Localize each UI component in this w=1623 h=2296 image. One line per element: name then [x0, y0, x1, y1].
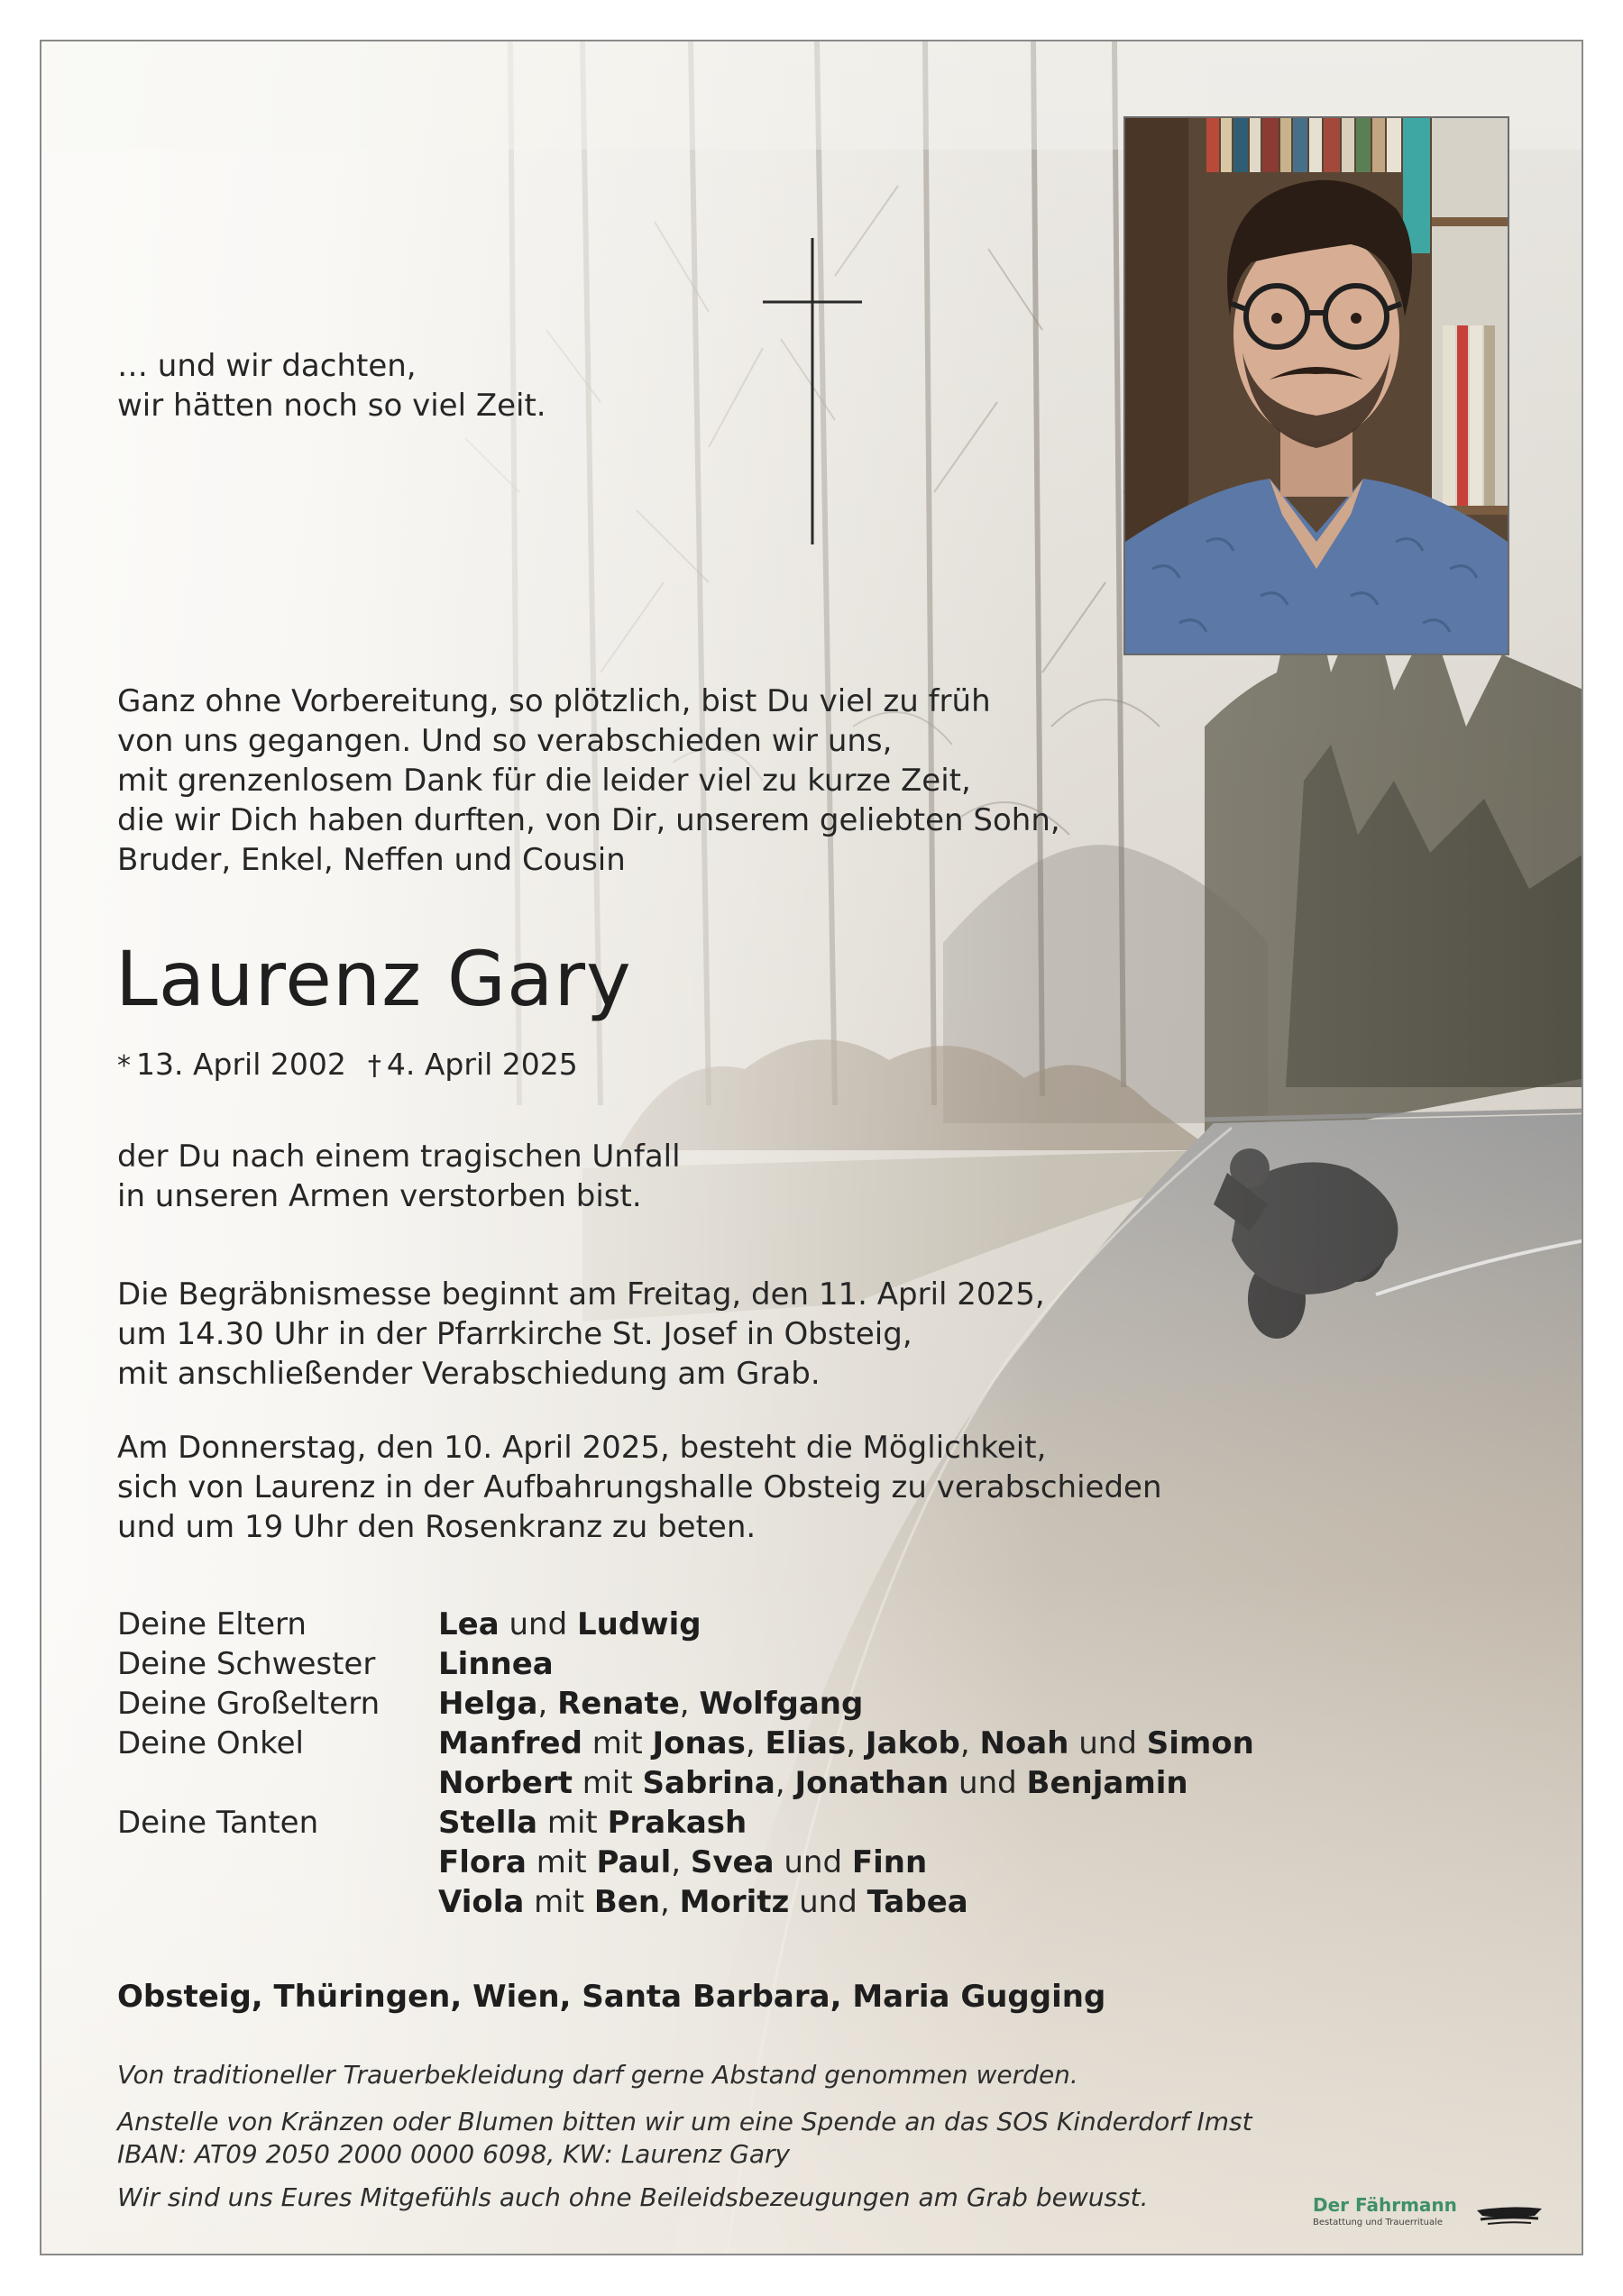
funeral-home-logo	[1313, 2194, 1457, 2227]
mourner-row	[117, 1803, 1254, 1843]
mourners-list	[117, 1605, 1254, 1922]
mourner-role: Deine Großeltern	[117, 1686, 381, 1722]
mourner-connector: und	[789, 1884, 867, 1920]
mourner-connector: ,	[846, 1725, 866, 1761]
mourner-connector: ,	[745, 1725, 766, 1761]
wake-line-2: sich von Laurenz in der Aufbahrungshalle Obsteig zu verabschieden	[117, 1469, 1162, 1505]
mourner-connector: mit	[526, 1844, 597, 1880]
intro-line-1: Ganz ohne Vorbereitung, so plötzlich, bist Du viel zu früh	[117, 683, 991, 719]
mourner-role	[117, 1882, 438, 1922]
mourner-role: Deine Onkel	[117, 1725, 304, 1761]
logo-name: Der Fährmann	[1313, 2194, 1457, 2216]
intro-line-4: die wir Dich haben durften, von Dir, unserem geliebten Sohn,	[117, 802, 1060, 838]
portrait-photo	[1123, 116, 1509, 655]
accident-line-1: der Du nach einem tragischen Unfall	[117, 1139, 681, 1175]
intro-text	[117, 681, 1060, 880]
mourner-names	[438, 1843, 927, 1882]
note-donation	[117, 2106, 1252, 2171]
birth-date: 13. April 2002	[136, 1047, 346, 1082]
mourner-connector: ,	[775, 1765, 795, 1801]
mourner-name: Benjamin	[1026, 1765, 1188, 1801]
mass-line-3: mit anschließender Verabschiedung am Grab.	[117, 1356, 821, 1392]
boat-icon	[1475, 2200, 1544, 2227]
intro-line-3: mit grenzenlosem Dank für die leider viel zu kurze Zeit,	[117, 763, 971, 799]
mourner-name: Ludwig	[576, 1606, 701, 1642]
places: Obsteig, Thüringen, Wien, Santa Barbara, Maria Gugging	[117, 1979, 1106, 2015]
note-condolence: Wir sind uns Eures Mitgefühls auch ohne Beileidsbezeugungen am Grab bewusst.	[117, 2182, 1149, 2212]
motto-line-2: wir hätten noch so viel Zeit.	[117, 388, 546, 424]
mourner-row	[117, 1724, 1254, 1763]
mourner-name: Jonas	[652, 1725, 746, 1761]
mourner-name: Tabea	[867, 1884, 968, 1920]
logo-tagline: Bestattung und Trauerrituale	[1313, 2218, 1444, 2227]
obituary-page	[40, 40, 1583, 2255]
mourner-connector: mit	[537, 1805, 608, 1841]
mourner-name: Paul	[596, 1844, 672, 1880]
mourner-name: Wolfgang	[699, 1686, 864, 1722]
mourner-role: Deine Schwester	[117, 1646, 376, 1682]
mourner-connector: und	[774, 1844, 852, 1880]
mourner-name: Lea	[438, 1606, 500, 1642]
mourner-connector: und	[499, 1606, 577, 1642]
donation-line-2: IBAN: AT09 2050 2000 0000 6098, KW: Laurenz Gary	[117, 2139, 791, 2169]
mourner-row	[117, 1684, 1254, 1724]
mourner-name: Finn	[851, 1844, 928, 1880]
mourner-connector: ,	[671, 1844, 691, 1880]
mourner-name: Viola	[438, 1884, 525, 1920]
mourner-role	[117, 1843, 438, 1882]
mourner-row	[117, 1644, 1254, 1684]
mourner-name: Svea	[690, 1844, 775, 1880]
mourner-name: Jakob	[865, 1725, 960, 1761]
mourner-names	[438, 1644, 554, 1684]
mourner-name: Linnea	[438, 1646, 554, 1682]
mourner-name: Norbert	[438, 1765, 573, 1801]
note-clothing: Von traditioneller Trauerbekleidung darf gerne Abstand genommen werden.	[117, 2060, 1078, 2090]
mourner-name: Ben	[593, 1884, 661, 1920]
intro-line-2: von uns gegangen. Und so verabschieden wir uns,	[117, 723, 893, 759]
mourner-connector: ,	[959, 1725, 980, 1761]
mourner-row	[117, 1763, 1254, 1803]
funeral-mass-text	[117, 1275, 1045, 1394]
mourner-names	[438, 1803, 747, 1843]
mourner-name: Sabrina	[642, 1765, 775, 1801]
mourner-name: Jonathan	[794, 1765, 949, 1801]
mourner-connector: mit	[573, 1765, 643, 1801]
mourner-name: Renate	[557, 1686, 680, 1722]
accident-line-2: in unseren Armen verstorben bist.	[117, 1178, 642, 1214]
mourner-name: Elias	[765, 1725, 847, 1761]
mourner-connector: mit	[582, 1725, 653, 1761]
mourner-role: Deine Tanten	[117, 1805, 319, 1841]
wake-line-3: und um 19 Uhr den Rosenkranz zu beten.	[117, 1509, 756, 1545]
mourner-name: Moritz	[679, 1884, 790, 1920]
mourner-name: Manfred	[438, 1725, 582, 1761]
mourner-connector: und	[949, 1765, 1027, 1801]
mourner-role: Deine Eltern	[117, 1606, 307, 1642]
mourner-connector: mit	[524, 1884, 594, 1920]
cross-icon	[763, 238, 862, 544]
mourner-names	[438, 1882, 968, 1922]
mourner-name: Stella	[438, 1805, 538, 1841]
motto-line-1: … und wir dachten,	[117, 348, 417, 384]
mourner-names	[438, 1605, 701, 1644]
death-date: 4. April 2025	[386, 1047, 578, 1082]
mourner-connector: ,	[679, 1686, 700, 1722]
mourner-names	[438, 1724, 1254, 1763]
mourner-name: Helga	[438, 1686, 538, 1722]
death-symbol: †	[367, 1050, 381, 1082]
mass-line-2: um 14.30 Uhr in der Pfarrkirche St. Josef in Obsteig,	[117, 1316, 912, 1352]
birth-symbol: *	[117, 1050, 131, 1082]
portrait-illustration	[1125, 118, 1508, 654]
mourner-row	[117, 1843, 1254, 1882]
motto	[117, 346, 546, 425]
accident-text	[117, 1137, 681, 1216]
wake-line-1: Am Donnerstag, den 10. April 2025, besteht die Möglichkeit,	[117, 1430, 1047, 1466]
life-dates	[117, 1045, 578, 1086]
mourner-name: Prakash	[607, 1805, 747, 1841]
mourner-connector: ,	[660, 1884, 680, 1920]
mourner-connector: und	[1068, 1725, 1147, 1761]
mourner-names	[438, 1684, 863, 1724]
mourner-row	[117, 1882, 1254, 1922]
mass-line-1: Die Begräbnismesse beginnt am Freitag, den 11. April 2025,	[117, 1276, 1045, 1313]
mourner-name: Noah	[979, 1725, 1069, 1761]
mourner-role	[117, 1763, 438, 1803]
mourner-name: Flora	[438, 1844, 527, 1880]
intro-line-5: Bruder, Enkel, Neffen und Cousin	[117, 842, 626, 878]
mourner-name: Simon	[1146, 1725, 1254, 1761]
deceased-name: Laurenz Gary	[115, 935, 632, 1023]
mourner-names	[438, 1763, 1188, 1803]
donation-line-1: Anstelle von Kränzen oder Blumen bitten wir um eine Spende an das SOS Kinderdorf Imst	[117, 2107, 1252, 2136]
mourner-connector: ,	[537, 1686, 558, 1722]
mourner-row	[117, 1605, 1254, 1644]
wake-text	[117, 1428, 1162, 1547]
